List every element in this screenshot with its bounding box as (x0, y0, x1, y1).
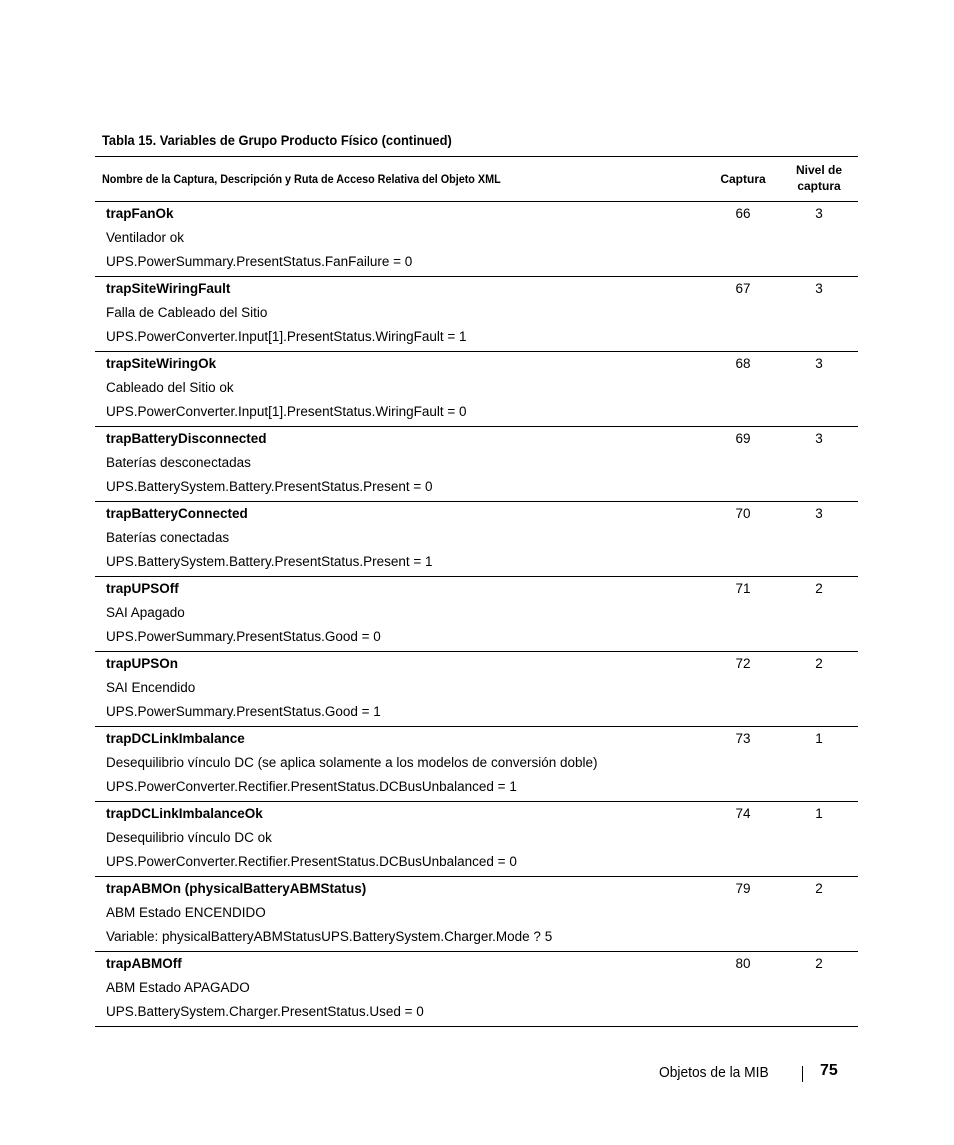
header-trap: Captura (720, 172, 766, 186)
table-row (95, 802, 858, 877)
header-level-line1: Nivel de (795, 163, 843, 177)
trap-name: trapABMOn (physicalBatteryABMStatus) (106, 881, 367, 896)
trap-name: trapABMOff (106, 956, 182, 971)
trap-number: 69 (735, 431, 751, 446)
footer-separator (802, 1066, 803, 1082)
trap-xml-path: UPS.BatterySystem.Charger.PresentStatus.Used = 0 (106, 1004, 424, 1019)
trap-number: 68 (735, 356, 751, 371)
trap-number: 67 (735, 281, 751, 296)
trap-xml-path: UPS.PowerSummary.PresentStatus.Good = 1 (106, 704, 381, 719)
trap-description: Baterías conectadas (106, 530, 230, 545)
trap-description: ABM Estado APAGADO (106, 980, 250, 995)
trap-xml-path: UPS.PowerConverter.Rectifier.PresentStatus.DCBusUnbalanced = 0 (106, 854, 517, 869)
trap-name: trapFanOk (106, 206, 174, 221)
trap-name: trapBatteryConnected (106, 506, 248, 521)
trap-number: 79 (735, 881, 751, 896)
trap-name: trapSiteWiringOk (106, 356, 217, 371)
table-row (95, 727, 858, 802)
trap-number: 71 (735, 581, 751, 596)
trap-number: 70 (735, 506, 751, 521)
trap-description: Desequilibrio vínculo DC ok (106, 830, 272, 845)
trap-xml-path: UPS.PowerSummary.PresentStatus.Good = 0 (106, 629, 381, 644)
trap-description: SAI Encendido (106, 680, 196, 695)
table-row (95, 502, 858, 577)
table-caption: Tabla 15. Variables de Grupo Producto Físico (continued) (102, 132, 452, 148)
trap-level: 2 (815, 881, 823, 896)
trap-number: 66 (735, 206, 751, 221)
table-row (95, 952, 858, 1027)
trap-number: 74 (735, 806, 751, 821)
trap-level: 3 (815, 356, 823, 371)
trap-xml-path: UPS.BatterySystem.Battery.PresentStatus.Present = 0 (106, 479, 433, 494)
table-row (95, 202, 858, 277)
trap-level: 3 (815, 506, 823, 521)
trap-number: 72 (735, 656, 751, 671)
header-name: Nombre de la Captura, Descripción y Ruta de Acceso Relativa del Objeto XML (102, 172, 501, 186)
mib-variables-table (95, 156, 858, 1027)
trap-name: trapSiteWiringFault (106, 281, 231, 296)
trap-number: 73 (735, 731, 751, 746)
table-row (95, 877, 858, 952)
page-number: 75 (820, 1062, 838, 1079)
trap-xml-path: UPS.PowerConverter.Input[1].PresentStatus.WiringFault = 1 (106, 329, 467, 344)
trap-name: trapUPSOn (106, 656, 179, 671)
trap-name: trapDCLinkImbalance (106, 731, 245, 746)
table-row (95, 577, 858, 652)
trap-level: 3 (815, 281, 823, 296)
trap-name: trapBatteryDisconnected (106, 431, 267, 446)
trap-level: 2 (815, 956, 823, 971)
trap-xml-path: UPS.PowerConverter.Rectifier.PresentStatus.DCBusUnbalanced = 1 (106, 779, 517, 794)
header-level (781, 162, 857, 194)
table-row (95, 427, 858, 502)
trap-name: trapDCLinkImbalanceOk (106, 806, 263, 821)
trap-description: Cableado del Sitio ok (106, 380, 234, 395)
table-header (95, 156, 858, 202)
trap-description: SAI Apagado (106, 605, 185, 620)
table-body (95, 202, 858, 1027)
trap-description: Desequilibrio vínculo DC (se aplica solamente a los modelos de conversión doble) (106, 755, 598, 770)
table-row (95, 277, 858, 352)
trap-level: 1 (815, 731, 823, 746)
trap-xml-path: Variable: physicalBatteryABMStatusUPS.BatterySystem.Charger.Mode ? 5 (106, 929, 553, 944)
trap-level: 2 (815, 656, 823, 671)
trap-description: Baterías desconectadas (106, 455, 251, 470)
trap-xml-path: UPS.BatterySystem.Battery.PresentStatus.Present = 1 (106, 554, 433, 569)
trap-xml-path: UPS.PowerConverter.Input[1].PresentStatus.WiringFault = 0 (106, 404, 467, 419)
footer-section-title: Objetos de la MIB (659, 1064, 769, 1081)
trap-level: 1 (815, 806, 823, 821)
trap-level: 3 (815, 431, 823, 446)
trap-description: Falla de Cableado del Sitio (106, 305, 268, 320)
trap-xml-path: UPS.PowerSummary.PresentStatus.FanFailure = 0 (106, 254, 413, 269)
table-row (95, 652, 858, 727)
trap-level: 2 (815, 581, 823, 596)
trap-name: trapUPSOff (106, 581, 179, 596)
header-level-line2: captura (797, 179, 841, 193)
trap-number: 80 (735, 956, 751, 971)
table-row (95, 352, 858, 427)
trap-description: ABM Estado ENCENDIDO (106, 905, 266, 920)
trap-level: 3 (815, 206, 823, 221)
trap-description: Ventilador ok (106, 230, 185, 245)
